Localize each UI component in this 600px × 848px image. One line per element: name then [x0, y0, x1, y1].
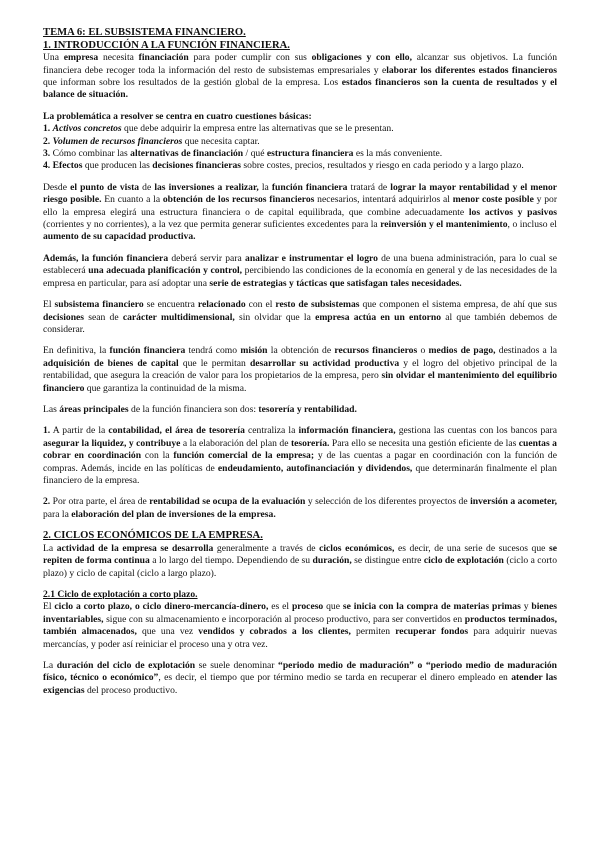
paragraph-area-rentabilidad: 2. Por otra parte, el área de rentabilidad se ocupa de la evaluación y selección de los diferentes proyectos de inversión a acometer, para la elaboración del plan de inversiones de la empresa. [43, 496, 557, 520]
paragraph-duracion: La duración del ciclo de explotación se suele denominar “periodo medio de maduración” o “periodo medio de maduración físico, técnico o económico”, es decir, el tiempo que por término medio se tarda en recuperar el dinero empleado en atender las exigencias del proceso productivo. [43, 660, 558, 696]
section-heading-ciclos: 2. CICLOS ECONÓMICOS DE LA EMPRESA. [43, 530, 263, 542]
problem-item: 4. Efectos que producen las decisiones financieras sobre costes, precios, resultados y riesgo en cada periodo y a largo plazo. [43, 160, 524, 172]
paragraph-ciclo-corto: El ciclo a corto plazo, o ciclo dinero-mercancía-dinero, es el proceso que se inicia con la compra de materias primas y bienes inventariables, sigue con su almacenamiento e incorporación al proceso productivo, para ser convertidos en productos terminados, también almacenados, que una vez vendidos y cobrados a los clientes, permiten recuperar fondos para adquirir nuevas mercancías, y poder así reiniciar el proceso una y otra vez. [43, 601, 558, 650]
paragraph-areas: Las áreas principales de la función financiera son dos: tesorería y rentabilidad. [43, 403, 357, 415]
document-page [43, 27, 557, 697]
paragraph-desde: Desde el punto de vista de las inversiones a realizar, la función financiera tratará de lograr la mayor rentabilidad y el menor riesgo posible. En cuanto a la obtención de los recursos financieros necesarios, intentará adquirirlos al menor coste posible y por ello la empresa elegirá una estructura financiera o de capital equilibrada, que combine adecuadamente los activos y pasivos (corrientes y no corrientes), a la vez que permita generar suficientes excedentes para la reinversión y el mantenimiento, o incluso el aumento de su capacidad productiva. [43, 181, 558, 243]
paragraph-ademas: Además, la función financiera deberá servir para analizar e instrumentar el logro de una buena administración, para lo cual se establecerá una adecuada planificación y control, percibiendo las condiciones de la economía en general y de las necesidades de la empresa en particular, para así adoptar una serie de estrategias y tácticas que satisfagan tales necesidades. [43, 252, 557, 289]
problem-item: 3. Cómo combinar las alternativas de financiación / qué estructura financiera es la más conveniente. [43, 148, 443, 160]
document-title: TEMA 6: EL SUBSISTEMA FINANCIERO. [43, 27, 246, 38]
problems-heading: La problemática a resolver se centra en cuatro cuestiones básicas: [43, 110, 312, 122]
problem-item: 1. Activos concretos que debe adquirir la empresa entre las alternativas que se le presentan. [43, 123, 394, 135]
problem-item: 2. Volumen de recursos financieros que necesita captar. [43, 135, 260, 147]
paragraph-intro: Una empresa necesita financiación para poder cumplir con sus obligaciones y con ello, alcanzar sus objetivos. La función financiera debe recoger toda la información del resto de subsistemas empresariales y elaborar los diferentes estados financieros que informan sobre los resultados de la gestión global de la empresa. Los estados financieros son la cuenta de resultados y el balance de situación. [43, 52, 557, 101]
paragraph-subsistema: El subsistema financiero se encuentra relacionado con el resto de subsistemas que componen el sistema empresa, de ahí que sus decisiones sean de carácter multidimensional, sin olvidar que la empresa actúa en un entorno al que también debemos de considerar. [43, 299, 557, 335]
paragraph-area-tesoreria: 1. A partir de la contabilidad, el área de tesorería centraliza la información financiera, gestiona las cuentas con los bancos para asegurar la liquidez, y contribuye a la elaboración del plan de tesorería. Para ello se necesita una gestión eficiente de las cuentas a cobrar en coordinación con la función comercial de la empresa; y de las cuentas a pagar en coordinación con la función de compras. Además, incide en las políticas de endeudamiento, autofinanciación y dividendos, que determinarán finalmente el plan financiero de la empresa. [43, 425, 557, 486]
paragraph-ciclos: La actividad de la empresa se desarrolla generalmente a través de ciclos económicos, es decir, de una serie de sucesos que se repiten de forma continua a lo largo del tiempo. Dependiendo de su duración, se distingue entre ciclo de explotación (ciclo a corto plazo) y ciclo de capital (ciclo a largo plazo). [43, 542, 558, 579]
subsection-heading-ciclo-explotacion: 2.1 Ciclo de explotación a corto plazo. [43, 589, 198, 600]
section-heading-introduction: 1. INTRODUCCIÓN A LA FUNCIÓN FINANCIERA. [43, 39, 290, 51]
paragraph-definitiva: En definitiva, la función financiera tendrá como misión la obtención de recursos financieros o medios de pago, destinados a la adquisición de bienes de capital que le permitan desarrollar su actividad productiva y el logro del objetivo principal de la rentabilidad, que asegura la creación de valor para los propietarios de la empresa, pero sin olvidar el mantenimiento del equilibrio financiero que garantiza la continuidad de la misma. [43, 345, 558, 394]
